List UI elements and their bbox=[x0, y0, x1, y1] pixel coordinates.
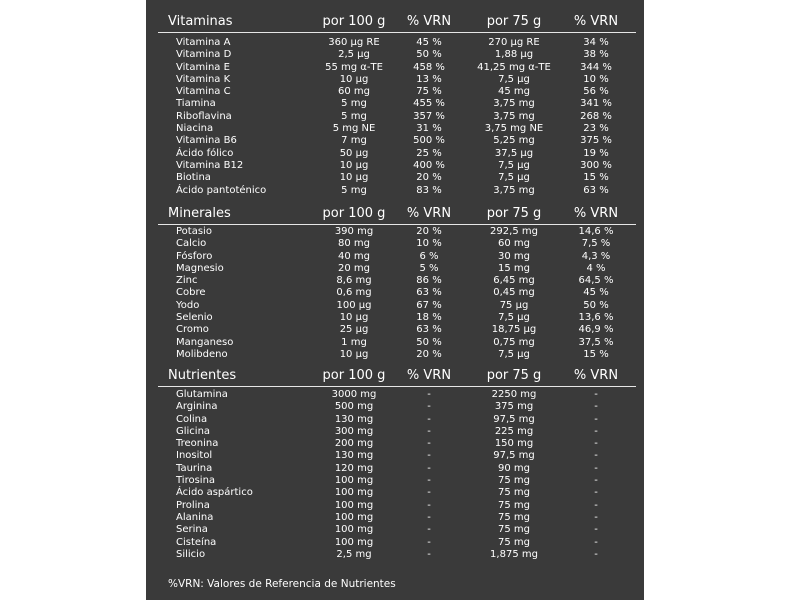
amount-per-100g: 10 μg bbox=[339, 73, 369, 85]
vrn-per-100g: 18 % bbox=[416, 312, 442, 324]
nutrient-name: Vitamina E bbox=[176, 61, 230, 73]
vrn-per-75g: - bbox=[594, 475, 598, 487]
amount-per-75g: 75 mg bbox=[498, 487, 530, 499]
nutrient-name: Tirosina bbox=[176, 475, 216, 487]
section-title: Nutrientes bbox=[168, 368, 237, 383]
amount-per-75g: 0,45 mg bbox=[493, 287, 535, 299]
vrn-per-75g: 13,6 % bbox=[578, 312, 614, 324]
amount-per-100g: 360 μg RE bbox=[328, 37, 380, 48]
column-header-vrn-100g: % VRN bbox=[406, 368, 452, 383]
column-header-vrn-100g: % VRN bbox=[406, 14, 452, 29]
amount-per-75g: 1,88 μg bbox=[494, 49, 534, 61]
amount-per-75g: 0,75 mg bbox=[493, 336, 535, 348]
vrn-per-100g: 50 % bbox=[416, 49, 442, 61]
table-row bbox=[146, 475, 644, 487]
amount-per-100g: 5 mg bbox=[341, 184, 367, 196]
amount-per-75g: 75 mg bbox=[498, 536, 530, 548]
vrn-per-100g: - bbox=[427, 475, 431, 487]
nutrient-name: Biotina bbox=[176, 172, 211, 184]
nutrient-name: Magnesio bbox=[176, 262, 224, 274]
vrn-per-100g: 50 % bbox=[416, 336, 442, 348]
table-row bbox=[146, 111, 644, 123]
nutrient-name: Manganeso bbox=[176, 336, 234, 348]
vrn-per-100g: - bbox=[427, 511, 431, 523]
nutrient-name: Vitamina K bbox=[176, 73, 231, 85]
column-header-per-100g: por 100 g bbox=[322, 206, 386, 221]
section-header bbox=[146, 10, 644, 32]
amount-per-100g: 5 mg NE bbox=[332, 123, 376, 135]
vrn-per-100g: - bbox=[427, 389, 431, 400]
vrn-per-100g: 67 % bbox=[416, 299, 442, 311]
table-row bbox=[146, 185, 644, 197]
vrn-per-75g: - bbox=[594, 425, 598, 437]
column-header-per-100g: por 100 g bbox=[322, 368, 386, 383]
amount-per-100g: 0,6 mg bbox=[336, 287, 372, 299]
amount-per-100g: 10 μg bbox=[339, 159, 369, 171]
amount-per-75g: 225 mg bbox=[494, 425, 534, 437]
nutrient-name: Ácido pantoténico bbox=[176, 184, 267, 196]
nutrient-name: Riboflavina bbox=[176, 110, 232, 122]
table-row bbox=[146, 251, 644, 263]
section-divider bbox=[158, 386, 636, 387]
amount-per-75g: 292,5 mg bbox=[490, 226, 538, 237]
vrn-per-75g: 4,3 % bbox=[581, 250, 611, 262]
column-header-per-75g: por 75 g bbox=[486, 14, 542, 29]
amount-per-100g: 390 mg bbox=[334, 226, 374, 237]
column-header-per-75g: por 75 g bbox=[486, 368, 542, 383]
amount-per-75g: 75 mg bbox=[498, 511, 530, 523]
column-header-per-75g: por 75 g bbox=[486, 206, 542, 221]
vrn-per-75g: - bbox=[594, 536, 598, 548]
nutrient-name: Vitamina C bbox=[176, 86, 231, 98]
table-row bbox=[146, 62, 644, 74]
amount-per-100g: 130 mg bbox=[334, 450, 374, 462]
table-row bbox=[146, 337, 644, 349]
amount-per-100g: 10 μg bbox=[339, 312, 369, 324]
amount-per-75g: 90 mg bbox=[498, 462, 530, 474]
vrn-per-75g: 268 % bbox=[580, 110, 612, 122]
amount-per-100g: 5 mg bbox=[341, 110, 367, 122]
nutrient-name: Zinc bbox=[176, 275, 198, 287]
vrn-per-100g: 6 % bbox=[419, 250, 439, 262]
amount-per-100g: 2,5 mg bbox=[336, 548, 372, 560]
vrn-per-75g: 46,9 % bbox=[578, 324, 614, 336]
vrn-per-75g: 50 % bbox=[583, 299, 609, 311]
vrn-per-75g: 15 % bbox=[583, 348, 609, 360]
vrn-per-75g: - bbox=[594, 389, 598, 400]
vrn-per-75g: 34 % bbox=[583, 37, 609, 48]
vrn-per-100g: 86 % bbox=[416, 275, 442, 287]
amount-per-100g: 10 μg bbox=[339, 348, 369, 360]
vrn-per-100g: 10 % bbox=[416, 238, 442, 250]
amount-per-75g: 3,75 mg NE bbox=[484, 123, 544, 135]
amount-per-75g: 5,25 mg bbox=[493, 135, 535, 147]
vrn-per-75g: 56 % bbox=[583, 86, 609, 98]
table-row bbox=[146, 463, 644, 475]
vrn-per-100g: - bbox=[427, 413, 431, 425]
vrn-per-100g: 75 % bbox=[416, 86, 442, 98]
vrn-per-100g: 31 % bbox=[416, 123, 442, 135]
vrn-per-100g: 455 % bbox=[413, 98, 445, 110]
table-row bbox=[146, 312, 644, 324]
nutrient-name: Glutamina bbox=[176, 389, 228, 400]
vrn-per-100g: - bbox=[427, 499, 431, 511]
vrn-per-100g: - bbox=[427, 438, 431, 450]
vrn-per-75g: 344 % bbox=[580, 61, 612, 73]
amount-per-100g: 7 mg bbox=[341, 135, 367, 147]
amount-per-100g: 3000 mg bbox=[331, 389, 377, 400]
section-header bbox=[146, 202, 644, 224]
vrn-per-75g: 37,5 % bbox=[578, 336, 614, 348]
nutrition-table-panel bbox=[146, 0, 644, 600]
vrn-per-75g: 7,5 % bbox=[581, 238, 611, 250]
column-header-vrn-75g: % VRN bbox=[573, 368, 619, 383]
section-title: Minerales bbox=[168, 206, 231, 221]
table-row bbox=[146, 537, 644, 549]
vrn-per-75g: 15 % bbox=[583, 172, 609, 184]
rows-container bbox=[146, 37, 644, 197]
amount-per-100g: 300 mg bbox=[334, 425, 374, 437]
vrn-per-100g: 5 % bbox=[419, 262, 439, 274]
table-row bbox=[146, 549, 644, 561]
nutrient-name: Selenio bbox=[176, 312, 213, 324]
vrn-per-100g: 458 % bbox=[413, 61, 445, 73]
nutrient-name: Potasio bbox=[176, 226, 212, 237]
amount-per-100g: 60 mg bbox=[338, 86, 370, 98]
nutrient-name: Silicio bbox=[176, 548, 206, 560]
table-row bbox=[146, 349, 644, 361]
nutrient-name: Serina bbox=[176, 524, 208, 536]
vrn-per-75g: - bbox=[594, 511, 598, 523]
table-row bbox=[146, 500, 644, 512]
amount-per-75g: 18,75 μg bbox=[491, 324, 537, 336]
amount-per-100g: 25 μg bbox=[339, 324, 369, 336]
amount-per-75g: 7,5 μg bbox=[498, 312, 530, 324]
amount-per-75g: 97,5 mg bbox=[493, 450, 535, 462]
amount-per-75g: 1,875 mg bbox=[490, 548, 538, 560]
vrn-per-75g: 14,6 % bbox=[578, 226, 614, 237]
nutrient-name: Alanina bbox=[176, 511, 214, 523]
vrn-per-75g: 64,5 % bbox=[578, 275, 614, 287]
vrn-per-75g: - bbox=[594, 499, 598, 511]
table-row bbox=[146, 426, 644, 438]
amount-per-75g: 75 μg bbox=[499, 299, 529, 311]
amount-per-100g: 40 mg bbox=[338, 250, 370, 262]
amount-per-75g: 41,25 mg α-TE bbox=[477, 61, 551, 73]
amount-per-100g: 5 mg bbox=[341, 98, 367, 110]
amount-per-75g: 37,5 μg bbox=[494, 147, 534, 159]
vrn-per-75g: 375 % bbox=[580, 135, 612, 147]
amount-per-75g: 45 mg bbox=[498, 86, 530, 98]
nutrient-name: Molibdeno bbox=[176, 348, 228, 360]
table-row bbox=[146, 123, 644, 135]
table-row bbox=[146, 135, 644, 147]
table-row bbox=[146, 275, 644, 287]
vrn-per-100g: 45 % bbox=[416, 37, 442, 48]
amount-per-100g: 100 mg bbox=[334, 536, 374, 548]
vrn-per-75g: - bbox=[594, 401, 598, 413]
table-row bbox=[146, 487, 644, 499]
table-row bbox=[146, 414, 644, 426]
nutrient-name: Tiamina bbox=[176, 98, 216, 110]
amount-per-100g: 55 mg α-TE bbox=[325, 61, 383, 73]
amount-per-75g: 7,5 μg bbox=[498, 159, 530, 171]
vrn-per-100g: 400 % bbox=[413, 159, 445, 171]
table-row bbox=[146, 324, 644, 336]
amount-per-100g: 50 μg bbox=[339, 147, 369, 159]
vrn-per-100g: - bbox=[427, 425, 431, 437]
section-minerales bbox=[146, 202, 644, 360]
column-header-per-100g: por 100 g bbox=[322, 14, 386, 29]
amount-per-100g: 8,6 mg bbox=[336, 275, 372, 287]
nutrient-name: Arginina bbox=[176, 401, 218, 413]
table-row bbox=[146, 226, 644, 238]
amount-per-100g: 100 mg bbox=[334, 499, 374, 511]
nutrient-name: Colina bbox=[176, 413, 208, 425]
amount-per-75g: 7,5 μg bbox=[498, 73, 530, 85]
table-row bbox=[146, 98, 644, 110]
table-row bbox=[146, 74, 644, 86]
nutrient-name: Prolina bbox=[176, 499, 210, 511]
column-header-vrn-75g: % VRN bbox=[573, 14, 619, 29]
nutrient-name: Glicina bbox=[176, 425, 211, 437]
vrn-per-100g: 20 % bbox=[416, 348, 442, 360]
column-header-vrn-75g: % VRN bbox=[573, 206, 619, 221]
nutrient-name: Treonina bbox=[176, 438, 219, 450]
vrn-per-100g: 500 % bbox=[413, 135, 445, 147]
vrn-per-100g: 20 % bbox=[416, 226, 442, 237]
amount-per-75g: 270 μg RE bbox=[488, 37, 540, 48]
section-divider bbox=[158, 224, 636, 225]
table-row bbox=[146, 238, 644, 250]
amount-per-75g: 60 mg bbox=[498, 238, 530, 250]
nutrient-name: Inositol bbox=[176, 450, 213, 462]
amount-per-75g: 97,5 mg bbox=[493, 413, 535, 425]
table-row bbox=[146, 389, 644, 401]
vrn-per-75g: - bbox=[594, 487, 598, 499]
nutrient-name: Ácido aspártico bbox=[176, 487, 253, 499]
amount-per-75g: 15 mg bbox=[498, 262, 530, 274]
nutrient-name: Calcio bbox=[176, 238, 207, 250]
amount-per-75g: 75 mg bbox=[498, 499, 530, 511]
table-row bbox=[146, 148, 644, 160]
amount-per-75g: 75 mg bbox=[498, 524, 530, 536]
amount-per-75g: 30 mg bbox=[498, 250, 530, 262]
rows-container bbox=[146, 389, 644, 561]
amount-per-75g: 7,5 μg bbox=[498, 348, 530, 360]
amount-per-75g: 6,45 mg bbox=[493, 275, 535, 287]
vrn-per-100g: - bbox=[427, 487, 431, 499]
amount-per-100g: 1 mg bbox=[341, 336, 367, 348]
amount-per-100g: 20 mg bbox=[338, 262, 370, 274]
vrn-per-100g: - bbox=[427, 462, 431, 474]
section-title: Vitaminas bbox=[168, 14, 233, 29]
nutrient-name: Niacina bbox=[176, 123, 214, 135]
table-row bbox=[146, 450, 644, 462]
table-row bbox=[146, 37, 644, 49]
amount-per-75g: 150 mg bbox=[494, 438, 534, 450]
table-row bbox=[146, 263, 644, 275]
amount-per-100g: 500 mg bbox=[334, 401, 374, 413]
vrn-per-75g: - bbox=[594, 438, 598, 450]
amount-per-100g: 120 mg bbox=[334, 462, 374, 474]
vrn-per-100g: 13 % bbox=[416, 73, 442, 85]
section-nutrientes bbox=[146, 364, 644, 560]
vrn-per-75g: - bbox=[594, 462, 598, 474]
vrn-per-100g: 357 % bbox=[413, 110, 445, 122]
vrn-per-100g: - bbox=[427, 524, 431, 536]
nutrient-name: Yodo bbox=[176, 299, 200, 311]
vrn-per-75g: 63 % bbox=[583, 184, 609, 196]
vrn-per-100g: - bbox=[427, 450, 431, 462]
vrn-per-75g: 10 % bbox=[583, 73, 609, 85]
vrn-per-100g: - bbox=[427, 401, 431, 413]
nutrient-name: Vitamina B12 bbox=[176, 159, 244, 171]
vrn-per-100g: 20 % bbox=[416, 172, 442, 184]
amount-per-75g: 3,75 mg bbox=[493, 98, 535, 110]
vrn-per-75g: - bbox=[594, 450, 598, 462]
amount-per-100g: 100 μg bbox=[336, 299, 372, 311]
amount-per-100g: 100 mg bbox=[334, 487, 374, 499]
vrn-per-75g: - bbox=[594, 548, 598, 560]
amount-per-100g: 130 mg bbox=[334, 413, 374, 425]
nutrient-name: Vitamina B6 bbox=[176, 135, 237, 147]
nutrient-name: Cromo bbox=[176, 324, 209, 336]
table-row bbox=[146, 300, 644, 312]
amount-per-100g: 100 mg bbox=[334, 475, 374, 487]
table-row bbox=[146, 49, 644, 61]
amount-per-100g: 100 mg bbox=[334, 511, 374, 523]
nutrient-name: Taurina bbox=[176, 462, 213, 474]
nutrient-name: Vitamina A bbox=[176, 37, 231, 48]
nutrient-name: Cisteína bbox=[176, 536, 217, 548]
vrn-per-100g: - bbox=[427, 536, 431, 548]
vrn-per-100g: 25 % bbox=[416, 147, 442, 159]
vrn-per-100g: 63 % bbox=[416, 324, 442, 336]
rows-container bbox=[146, 226, 644, 361]
nutrient-name: Cobre bbox=[176, 287, 206, 299]
table-row bbox=[146, 172, 644, 184]
table-row bbox=[146, 160, 644, 172]
vrn-per-100g: 63 % bbox=[416, 287, 442, 299]
vrn-per-75g: 19 % bbox=[583, 147, 609, 159]
vrn-per-75g: - bbox=[594, 524, 598, 536]
nutrient-name: Vitamina D bbox=[176, 49, 232, 61]
vrn-per-75g: 4 % bbox=[586, 262, 606, 274]
amount-per-75g: 75 mg bbox=[498, 475, 530, 487]
amount-per-100g: 100 mg bbox=[334, 524, 374, 536]
amount-per-75g: 2250 mg bbox=[491, 389, 537, 400]
section-vitaminas bbox=[146, 10, 644, 196]
nutrient-name: Ácido fólico bbox=[176, 147, 234, 159]
vrn-per-75g: 341 % bbox=[580, 98, 612, 110]
vrn-per-75g: 38 % bbox=[583, 49, 609, 61]
vrn-per-75g: 45 % bbox=[583, 287, 609, 299]
vrn-per-75g: 300 % bbox=[580, 159, 612, 171]
table-row bbox=[146, 438, 644, 450]
table-row bbox=[146, 86, 644, 98]
vrn-per-100g: - bbox=[427, 548, 431, 560]
table-row bbox=[146, 401, 644, 413]
vrn-per-75g: 23 % bbox=[583, 123, 609, 135]
amount-per-75g: 375 mg bbox=[494, 401, 534, 413]
table-row bbox=[146, 512, 644, 524]
table-row bbox=[146, 287, 644, 299]
amount-per-100g: 200 mg bbox=[334, 438, 374, 450]
section-divider bbox=[158, 32, 636, 33]
amount-per-100g: 80 mg bbox=[338, 238, 370, 250]
footnote: %VRN: Valores de Referencia de Nutrientes bbox=[168, 578, 396, 590]
amount-per-100g: 2,5 μg bbox=[338, 49, 370, 61]
vrn-per-100g: 83 % bbox=[416, 184, 442, 196]
amount-per-75g: 3,75 mg bbox=[493, 110, 535, 122]
table-row bbox=[146, 524, 644, 536]
column-header-vrn-100g: % VRN bbox=[406, 206, 452, 221]
amount-per-75g: 7,5 μg bbox=[498, 172, 530, 184]
vrn-per-75g: - bbox=[594, 413, 598, 425]
amount-per-75g: 3,75 mg bbox=[493, 184, 535, 196]
nutrient-name: Fósforo bbox=[176, 250, 213, 262]
amount-per-100g: 10 μg bbox=[339, 172, 369, 184]
section-header bbox=[146, 364, 644, 386]
